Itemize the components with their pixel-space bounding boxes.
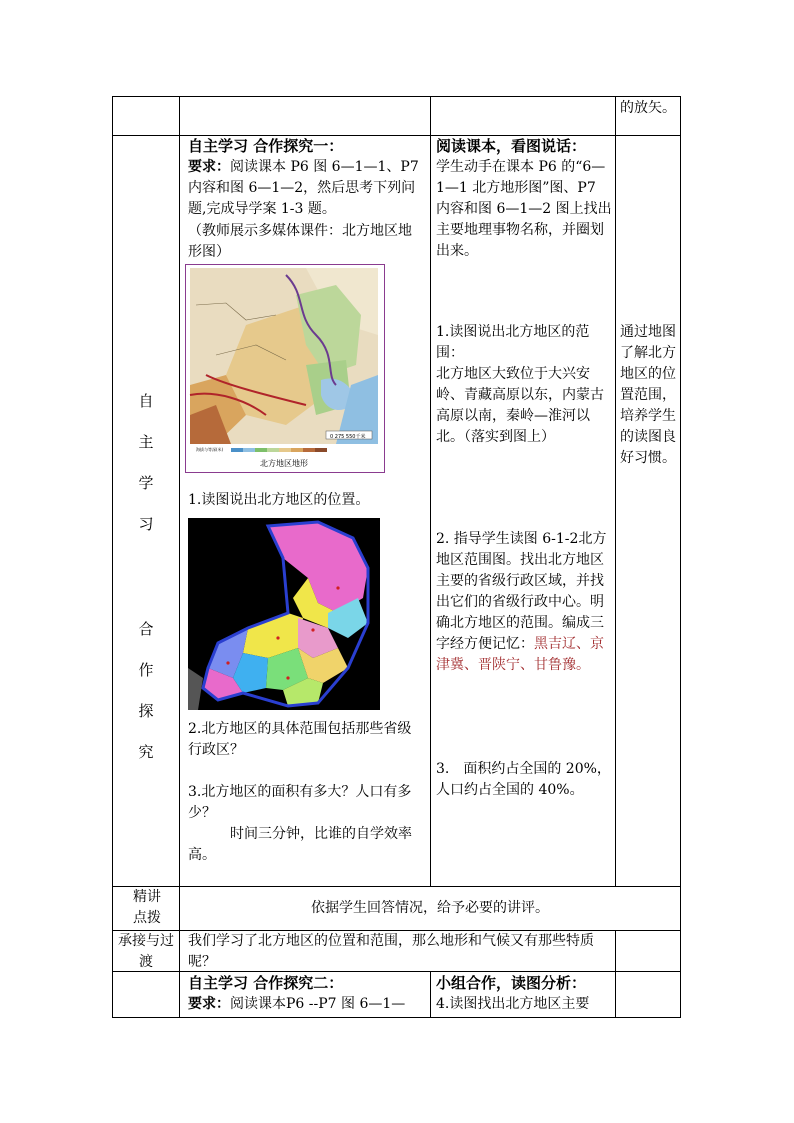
vertical-label-char: 主 bbox=[138, 433, 154, 451]
requirement-body: 阅读课本 P6 图 6—1—1、P7 内容和图 6—1—2，然后思考下列问题,完成导学案 1-3 题。 bbox=[188, 159, 419, 217]
question-3: 3.北方地区的面积有多大？人口有多少？ bbox=[188, 784, 412, 821]
provinces-map-graphic bbox=[188, 518, 380, 710]
col-divider bbox=[179, 96, 180, 1018]
section-heading-2: 自主学习 合作探究二： bbox=[188, 974, 344, 992]
vertical-label-char: 探 bbox=[138, 702, 154, 720]
vertical-label-char: 自 bbox=[138, 392, 154, 410]
group-task-text: 4.读图找出北方地区主要 bbox=[436, 996, 590, 1012]
student-activity-text: 学生动手在课本 P6 的“6—1—1 北方地形图”图、P7 内容和图 6—1—2 图上找出主要地理事物名称，并圈划出来。 bbox=[436, 159, 612, 259]
table-border-bottom bbox=[112, 1017, 681, 1018]
answer-2-body: 2. 指导学生读图 6-1-2北方地区范围图。找出北方地区主要的省级行政区域，并找出它们的省级行政中心。明确北方地区的范围。编成三字经方便记忆： bbox=[436, 531, 607, 652]
map-legend-label: 海拔与等深(米) bbox=[196, 447, 224, 452]
requirement-body-2: 阅读课本P6 --P7 图 6—1— bbox=[230, 996, 406, 1012]
mnemonic-text: 黑吉辽、京津冀、晋陕宁、甘鲁豫。 bbox=[436, 636, 604, 673]
col-divider bbox=[615, 930, 616, 1018]
answer-2 bbox=[436, 529, 612, 676]
col-divider bbox=[430, 971, 431, 1018]
answer-3: 3. 面积约占全国的 20%，人口约占全国的 40%。 bbox=[436, 761, 611, 798]
row0-col4-text: 的放矢。 bbox=[620, 100, 676, 116]
table-border-right bbox=[680, 96, 681, 1018]
answer-1-body: 北方地区大致位于大兴安岭、青藏高原以东，内蒙古高原以南，秦岭—淮河以北。（落实到图上） bbox=[436, 366, 604, 445]
northern-provinces-map bbox=[188, 518, 380, 710]
question-2-line-2: 行政区？ bbox=[188, 742, 244, 758]
vertical-label-char: 合 bbox=[138, 620, 154, 638]
row-label-transition: 承接与过渡 bbox=[118, 933, 174, 970]
map-caption: 北方地区地形 bbox=[260, 459, 308, 468]
requirement-label: 要求： bbox=[188, 159, 230, 175]
row-label-explain: 精讲点拨 bbox=[133, 889, 161, 926]
section-heading-group: 小组合作，读图分析： bbox=[436, 974, 587, 992]
vertical-label-char: 习 bbox=[138, 515, 154, 533]
explain-content: 依据学生回答情况，给予必要的讲评。 bbox=[311, 900, 549, 916]
answer-1-title: 1.读图说出北方地区的范围： bbox=[436, 324, 590, 361]
question-2-line-1: 2.北方地区的具体范围包括那些省级 bbox=[188, 721, 412, 737]
col-divider bbox=[430, 96, 431, 887]
table-border-left bbox=[112, 96, 113, 1018]
vertical-label-char: 究 bbox=[138, 743, 154, 761]
transition-content: 我们学习了北方地区的位置和范围，那么地形和气候又有那些特质呢？ bbox=[188, 933, 594, 970]
col-divider bbox=[615, 96, 616, 887]
time-reminder: 时间三分钟，比谁的自学效率高。 bbox=[188, 826, 412, 863]
terrain-map-graphic bbox=[186, 265, 383, 471]
table-border-top bbox=[112, 96, 681, 97]
map-scale: 0 275 550千米 bbox=[330, 434, 366, 440]
vertical-label-char: 学 bbox=[138, 474, 154, 492]
northern-terrain-map bbox=[185, 264, 385, 473]
teacher-note: （教师展示多媒体课件：北方地区地形图） bbox=[188, 223, 412, 260]
requirement-label-2: 要求： bbox=[188, 996, 230, 1012]
requirement-text bbox=[188, 157, 424, 220]
section-heading-1: 自主学习 合作探究一： bbox=[188, 137, 344, 155]
vertical-label-char: 作 bbox=[138, 661, 154, 679]
requirement-text-2 bbox=[188, 994, 428, 1015]
question-1: 1.读图说出北方地区的位置。 bbox=[188, 492, 370, 508]
design-intent: 通过地图了解北方地区的位置范围，培养学生的读图良好习惯。 bbox=[620, 324, 676, 466]
section-heading-student: 阅读课本，看图说话： bbox=[436, 137, 587, 155]
question-2 bbox=[188, 719, 424, 761]
row-divider bbox=[112, 886, 681, 887]
